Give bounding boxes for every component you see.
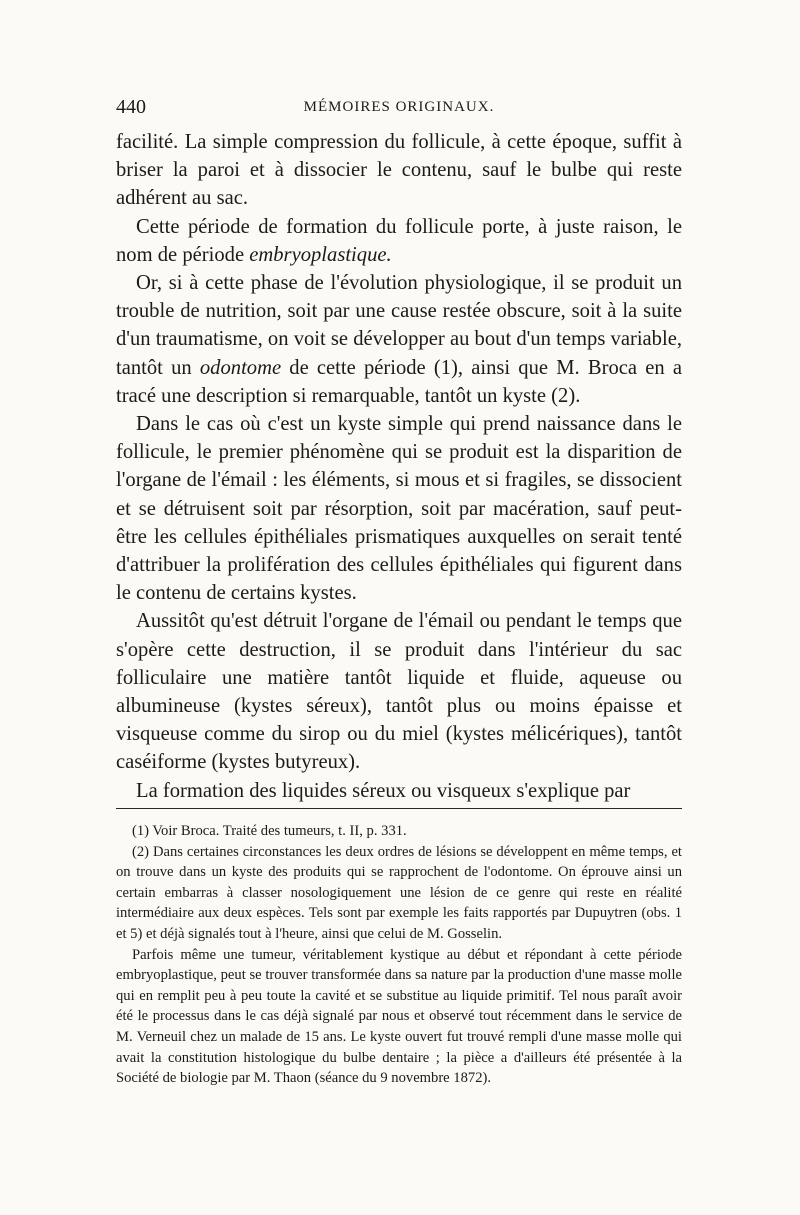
paragraph-3-text-a: Or, si à cette phase de l'évolution physiologique, il se produit un trouble de nutrition, soit par une cause restée obscure, soit à la suite d'un traumatisme, on voit se développer au bout d'un temps variable, tantôt un bbox=[116, 272, 682, 379]
footnotes bbox=[116, 821, 682, 1089]
paragraph-2 bbox=[116, 213, 682, 269]
paragraph-3 bbox=[116, 269, 682, 410]
paragraph-4: Dans le cas où c'est un kyste simple qui prend naissance dans le follicule, le premier phénomène qui se produit est la disparition de l'organe de l'émail : les éléments, si mous et si fragiles, se dissocient et se détruisent soit par résorption, soit par macération, sauf peut-être les cellules épithéliales prismatiques auxquelles on serait tenté d'attribuer la prolifération des cellules épithéliales qui figurent dans le contenu de certains kystes. bbox=[116, 413, 682, 605]
paragraph-5: Aussitôt qu'est détruit l'organe de l'émail ou pendant le temps que s'opère cette destruction, il se produit dans l'intérieur du sac folliculaire une matière tantôt liquide et fluide, aqueuse ou albumineuse (kystes séreux), tantôt plus ou moins épaisse et visqueuse comme du sirop ou du miel (kystes mélicériques), tantôt caséiforme (kystes butyreux). bbox=[116, 610, 682, 774]
footnote-1: (1) Voir Broca. Traité des tumeurs, t. II, p. 331. bbox=[132, 823, 407, 839]
page-number: 440 bbox=[116, 96, 146, 118]
paragraph-6: La formation des liquides séreux ou visqueux s'explique par bbox=[136, 779, 631, 802]
paragraph-2-text: Cette période de formation du follicule porte, à juste raison, le nom de période bbox=[116, 215, 682, 266]
footnote-rule bbox=[116, 808, 682, 809]
running-head: MÉMOIRES ORIGINAUX. bbox=[303, 99, 495, 115]
main-text bbox=[116, 128, 682, 805]
footnote-2-continued: Parfois même une tumeur, véritablement kystique au début et répondant à cette période embryoplastique, peut se trouver transformée dans sa nature par la production d'une masse molle qui en remplit peu à peu toute la cavité et se substitue au liquide primitif. Tel nous paraît avoir été le processus dans le cas déjà signalé par nous et observé tout récemment dans le service de M. Verneuil chez un malade de 15 ans. Le kyste ouvert fut trouvé rempli d'une masse molle qui avait la constitution histologique du bulbe dentaire ; la pièce a d'ailleurs été présentée à la Société de biologie par M. Thaon (séance du 9 novembre 1872). bbox=[116, 946, 682, 1087]
footnote-2: (2) Dans certaines circonstances les deux ordres de lésions se développent en même temps, et on trouve dans un kyste des produits qui se rapprochent de l'odontome. On éprouve ainsi un certain embarras à classer nosologiquement une lésion de ce genre qui reste en réalité intermédiaire aux deux espèces. Tels sont par exemple les faits rapportés par Dupuytren (obs. 1 et 5) et déjà signalés tout à l'heure, ainsi que celui de M. Gosselin. bbox=[116, 843, 682, 942]
page-header bbox=[116, 96, 682, 122]
term-odontome: odontome bbox=[199, 356, 282, 379]
term-embryoplastique: embryoplastique. bbox=[249, 243, 392, 266]
paragraph-3-text-b: de cette période (1), ainsi que M. Broca en a tracé une description si remarquable, tantôt un kyste (2). bbox=[116, 356, 682, 407]
paragraph-1: facilité. La simple compression du follicule, à cette époque, suffit à briser la paroi et à dissocier le contenu, sauf le bulbe qui reste adhérent au sac. bbox=[116, 131, 682, 210]
